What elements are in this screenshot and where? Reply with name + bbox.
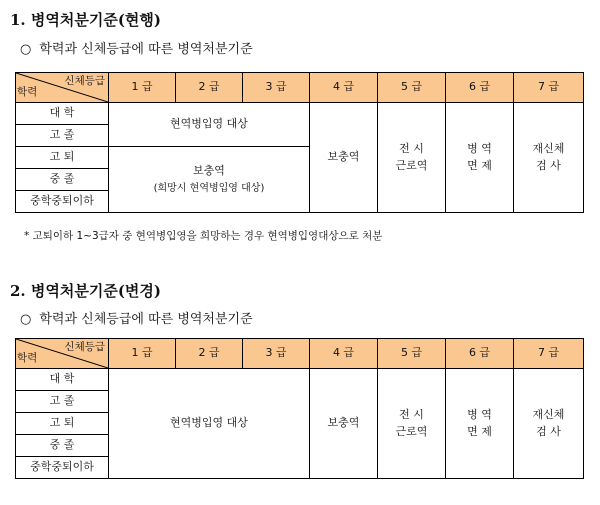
grade-header-4: 4 급 [310, 73, 378, 103]
section2-subtitle: 학력과 신체등급에 따른 병역처분기준 [39, 312, 253, 327]
grade4-cell: 보충역 [310, 103, 378, 213]
education-cell: 대 학 [16, 103, 109, 125]
supplementary-cell: 보충역 (희망시 현역병입영 대상) [109, 147, 310, 213]
grade5-cell: 전 시 근로역 [378, 369, 446, 479]
section1-footnote: * 고퇴이하 1~3급자 중 현역병입영을 희망하는 경우 현역병입영대상으로 처분 [24, 230, 383, 242]
grade7-cell: 재신체 검 사 [514, 369, 584, 479]
education-cell: 중학중퇴이하 [16, 457, 109, 479]
education-cell: 중 졸 [16, 169, 109, 191]
education-cell: 대 학 [16, 369, 109, 391]
table-corner-cell [16, 339, 109, 369]
section1-subtitle: 학력과 신체등급에 따른 병역처분기준 [39, 42, 253, 57]
corner-label-education: 학력 [17, 352, 38, 365]
table-row [16, 103, 584, 125]
table-header-row [16, 339, 584, 369]
grade-header-5: 5 급 [378, 73, 446, 103]
education-cell: 고 졸 [16, 125, 109, 147]
education-cell: 고 퇴 [16, 147, 109, 169]
table-header-row [16, 73, 584, 103]
grade-header-2: 2 급 [176, 73, 243, 103]
section2-subtitle-line [20, 308, 253, 327]
grade-header-1: 1 급 [109, 339, 176, 369]
grade-header-5: 5 급 [378, 339, 446, 369]
bullet-circle-icon: ○ [20, 312, 32, 327]
grade-header-7: 7 급 [514, 73, 584, 103]
table-corner-cell [16, 73, 109, 103]
grade-header-1: 1 급 [109, 73, 176, 103]
section2-table [15, 338, 584, 479]
section1-subtitle-line [20, 38, 253, 57]
section1-title: 1. 병역처분기준(현행) [10, 11, 161, 29]
corner-label-education: 학력 [17, 86, 38, 99]
grade5-cell: 전 시 근로역 [378, 103, 446, 213]
grade7-cell: 재신체 검 사 [514, 103, 584, 213]
active-duty-cell: 현역병입영 대상 [109, 369, 310, 479]
education-cell: 중학중퇴이하 [16, 191, 109, 213]
table-row [16, 369, 584, 391]
education-cell: 고 퇴 [16, 413, 109, 435]
bullet-circle-icon: ○ [20, 42, 32, 57]
grade-header-6: 6 급 [446, 339, 514, 369]
section1-table [15, 72, 584, 213]
grade6-cell: 병 역 면 제 [446, 369, 514, 479]
active-duty-cell: 현역병입영 대상 [109, 103, 310, 147]
corner-label-grade: 신체등급 [64, 341, 105, 353]
grade-header-3: 3 급 [243, 73, 310, 103]
grade-header-7: 7 급 [514, 339, 584, 369]
grade4-cell: 보충역 [310, 369, 378, 479]
corner-label-grade: 신체등급 [64, 75, 105, 87]
education-cell: 고 졸 [16, 391, 109, 413]
grade-header-4: 4 급 [310, 339, 378, 369]
grade-header-2: 2 급 [176, 339, 243, 369]
grade-header-3: 3 급 [243, 339, 310, 369]
section2-title: 2. 병역처분기준(변경) [10, 282, 161, 300]
grade-header-6: 6 급 [446, 73, 514, 103]
grade6-cell: 병 역 면 제 [446, 103, 514, 213]
education-cell: 중 졸 [16, 435, 109, 457]
